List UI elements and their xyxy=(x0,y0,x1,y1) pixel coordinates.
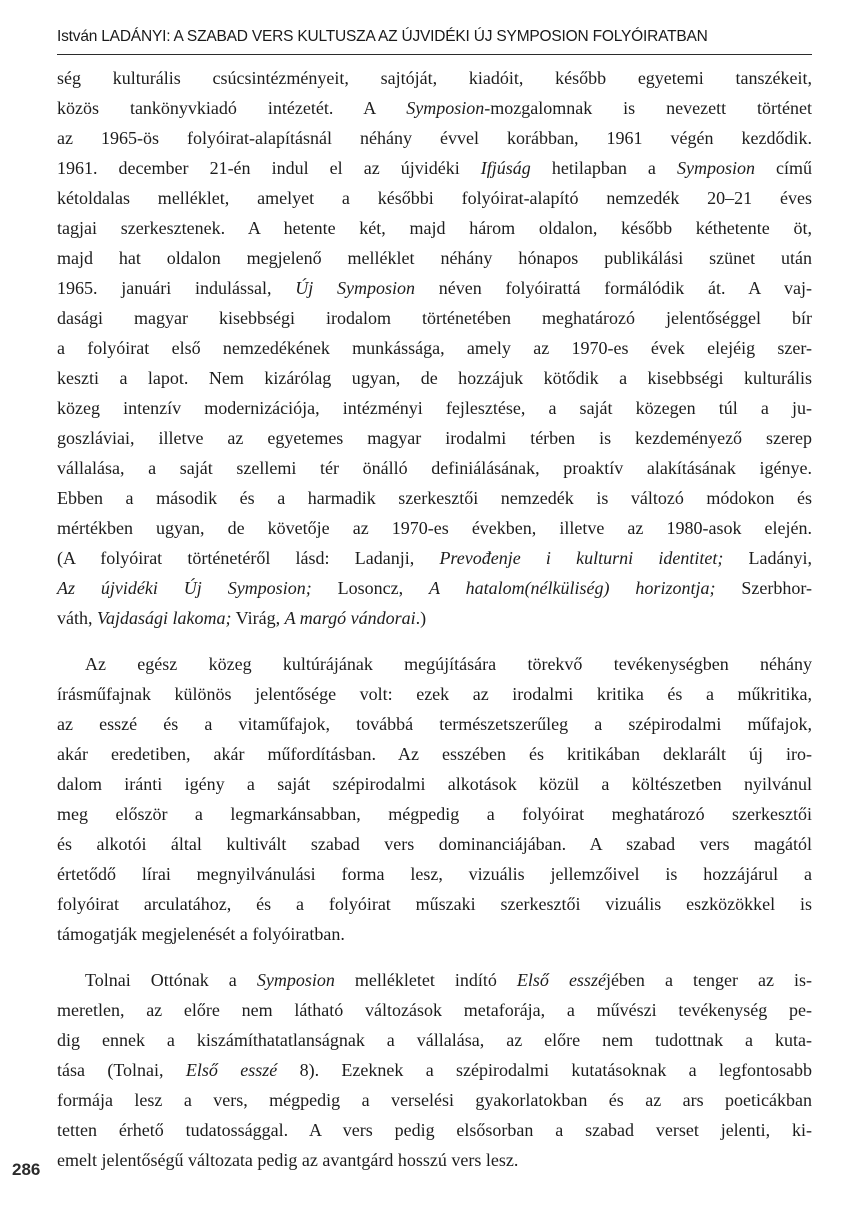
page-number: 286 xyxy=(12,1160,41,1179)
italic-text-run: Az újvidéki Új Symposion; xyxy=(57,578,312,598)
text-run: emelt jelentőségű változata pedig az avantgárd hosszú vers lesz. xyxy=(57,1150,519,1170)
text-run: vállalása, a saját szellemi tér önálló definiálásának, proaktív alakításának igénye. xyxy=(57,458,812,478)
italic-text-run: Symposion xyxy=(406,98,485,118)
text-line xyxy=(57,93,812,123)
text-line xyxy=(57,829,812,859)
text-run: értetődő lírai megnyilvánulási forma lesz, vizuális jellemzőivel is hozzájárul a xyxy=(57,864,812,884)
text-run: dasági magyar kisebbségi irodalom történetében meghatározó jelentőséggel bír xyxy=(57,308,812,328)
text-line xyxy=(57,1145,812,1175)
text-run: mértékben ugyan, de követője az 1970-es években, illetve az 1980-asok elején. xyxy=(57,518,812,538)
italic-text-run: Ifjúság xyxy=(480,158,531,178)
text-run: és alkotói által kultivált szabad vers dominanciájában. A szabad vers magától xyxy=(57,834,812,854)
text-run: az 1965-ös folyóirat-alapításnál néhány évvel korábban, 1961 végén kezdődik. xyxy=(57,128,812,148)
text-line xyxy=(57,123,812,153)
text-run: váth, xyxy=(57,608,97,628)
text-run: goszláviai, illetve az egyetemes magyar irodalmi térben is kezdeményező szerep xyxy=(57,428,812,448)
running-title: István LADÁNYI: A SZABAD VERS KULTUSZA AZ ÚJVIDÉKI ÚJ SYMPOSION FOLYÓIRATBAN xyxy=(57,28,708,45)
text-run: Virág, xyxy=(231,608,285,628)
text-line xyxy=(57,273,812,303)
text-run: néven folyóirattá formálódik át. A vaj- xyxy=(415,278,812,298)
text-run: dig ennek a kiszámíthatatlanságnak a vállalása, az előre nem tudottnak a kuta- xyxy=(57,1030,812,1050)
header-rule xyxy=(57,54,812,55)
text-line xyxy=(57,243,812,273)
text-run: 1961. december 21-én indul el az újvidéki xyxy=(57,158,481,178)
text-run: Ladányi, xyxy=(723,548,812,568)
text-run: közeg intenzív modernizációja, intézményi fejlesztése, a saját közegen túl a ju- xyxy=(57,398,812,418)
italic-text-run: Első esszé xyxy=(185,1060,278,1080)
body-text xyxy=(57,63,812,1175)
text-line xyxy=(57,799,812,829)
text-line xyxy=(57,543,812,573)
text-run: ség kulturális csúcsintézményeit, sajtóját, kiadóit, később egyetemi tanszékeit, xyxy=(57,68,812,88)
italic-text-run: Prevođenje i kulturni identitet; xyxy=(439,548,724,568)
text-run: 8). Ezeknek a szépirodalmi kutatásoknak a legfontosabb xyxy=(277,1060,812,1080)
paragraph xyxy=(57,649,812,949)
italic-text-run: Symposion xyxy=(676,158,755,178)
text-run: az esszé és a vitaműfajok, továbbá természetszerűleg a szépirodalmi műfajok, xyxy=(57,714,812,734)
text-run: dalom iránti igény a saját szépirodalmi alkotások közül a költészetben nyilvánul xyxy=(57,774,812,794)
paragraph xyxy=(57,965,812,1175)
text-run: meg először a legmarkánsabban, mégpedig a folyóirat meghatározó szerkesztői xyxy=(57,804,812,824)
text-run: Az egész közeg kultúrájának megújítására törekvő tevékenységben néhány xyxy=(85,654,812,674)
text-run: tása (Tolnai, xyxy=(57,1060,186,1080)
text-run: című xyxy=(754,158,812,178)
text-line xyxy=(57,965,812,995)
text-line xyxy=(57,1055,812,1085)
italic-text-run: Symposion xyxy=(256,970,335,990)
text-run: -mozgalomnak is nevezett történet xyxy=(484,98,813,118)
text-line xyxy=(57,213,812,243)
text-run: Tolnai Ottónak a xyxy=(85,970,257,990)
italic-text-run: Vajdasági lakoma; xyxy=(97,608,232,628)
text-run: hetilapban a xyxy=(530,158,677,178)
text-line xyxy=(57,183,812,213)
text-line xyxy=(57,739,812,769)
text-run: formája lesz a vers, mégpedig a verselési gyakorlatokban és az ars poeticákban xyxy=(57,1090,812,1110)
text-run: tetten érhető tudatossággal. A vers pedig elsősorban a szabad verset jelenti, ki- xyxy=(57,1120,812,1140)
text-run: 1965. januári indulással, xyxy=(57,278,296,298)
text-run: Losoncz, xyxy=(311,578,429,598)
text-run: írásműfajnak különös jelentősége volt: ezek az irodalmi kritika és a műkritika, xyxy=(57,684,812,704)
text-line xyxy=(57,483,812,513)
text-run: .) xyxy=(415,608,427,628)
text-line xyxy=(57,603,812,633)
paragraph xyxy=(57,63,812,633)
text-line xyxy=(57,995,812,1025)
text-line xyxy=(57,769,812,799)
italic-text-run: Új Symposion xyxy=(295,278,416,298)
text-line xyxy=(57,303,812,333)
text-line xyxy=(57,859,812,889)
text-line xyxy=(57,1115,812,1145)
text-line xyxy=(57,153,812,183)
text-line xyxy=(57,423,812,453)
text-run: Szerbhor- xyxy=(715,578,812,598)
text-run: támogatják megjelenését a folyóiratban. xyxy=(57,924,345,944)
text-run: meretlen, az előre nem látható változások metaforája, a művészi tevékenység pe- xyxy=(57,1000,812,1020)
italic-text-run: Első esszé xyxy=(516,970,606,990)
text-run: kétoldalas melléklet, amelyet a későbbi folyóirat-alapító nemzedék 20–21 éves xyxy=(57,188,812,208)
text-run: keszti a lapot. Nem kizárólag ugyan, de hozzájuk kötődik a kisebbségi kulturális xyxy=(57,368,812,388)
text-line xyxy=(57,513,812,543)
text-line xyxy=(57,1025,812,1055)
text-run: akár eredetiben, akár műfordításban. Az esszében és kritikában deklarált új iro- xyxy=(57,744,812,764)
text-run: majd hat oldalon megjelenő melléklet néhány hónapos publikálási szünet után xyxy=(57,248,812,268)
text-line xyxy=(57,393,812,423)
text-line xyxy=(57,333,812,363)
text-line xyxy=(57,573,812,603)
text-line xyxy=(57,919,812,949)
text-run: (A folyóirat történetéről lásd: Ladanji, xyxy=(57,548,440,568)
text-line xyxy=(57,363,812,393)
text-line xyxy=(57,709,812,739)
text-run: mellékletet indító xyxy=(334,970,517,990)
text-run: a folyóirat első nemzedékének munkássága, amely az 1970-es évek elejéig szer- xyxy=(57,338,812,358)
text-line xyxy=(57,1085,812,1115)
text-line xyxy=(57,649,812,679)
text-run: jében a tenger az is- xyxy=(605,970,813,990)
italic-text-run: A margó vándorai xyxy=(284,608,416,628)
italic-text-run: A hatalom(nélküliség) horizontja; xyxy=(428,578,716,598)
text-line xyxy=(57,63,812,93)
text-line xyxy=(57,453,812,483)
text-run: folyóirat arculatához, és a folyóirat műszaki szerkesztői vizuális eszközökkel is xyxy=(57,894,812,914)
text-run: Ebben a második és a harmadik szerkesztői nemzedék is változó módokon és xyxy=(57,488,812,508)
text-run: közös tankönyvkiadó intézetét. A xyxy=(57,98,407,118)
text-run: tagjai szerkesztenek. A hetente két, majd három oldalon, később kéthetente öt, xyxy=(57,218,812,238)
text-line xyxy=(57,679,812,709)
text-line xyxy=(57,889,812,919)
